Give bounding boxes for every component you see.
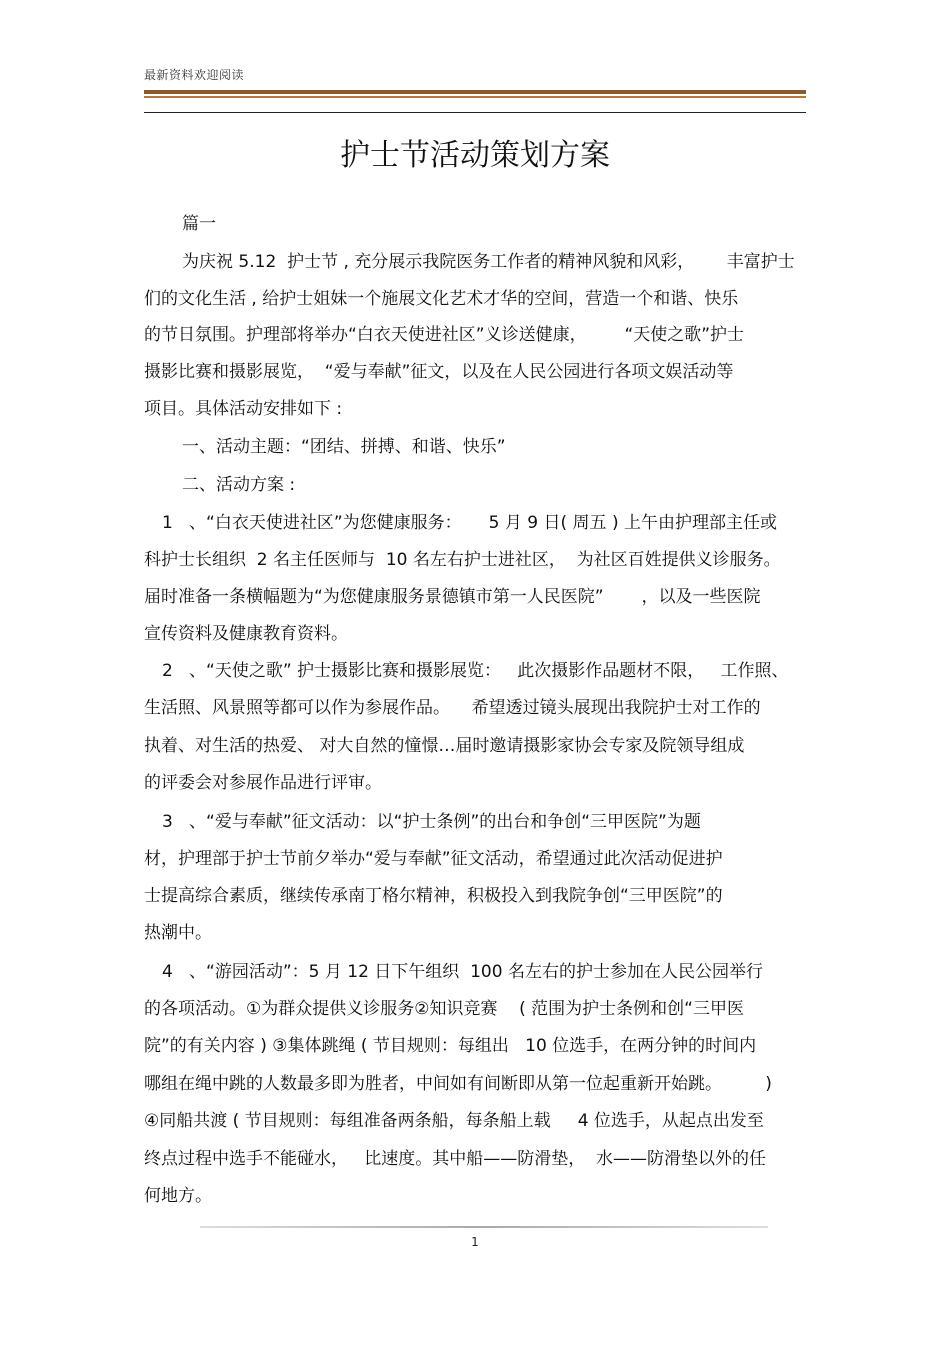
body-line: 届时准备一条横幅题为“为您健康服务景德镇市第一人民医院” ，以及一些医院 [144, 587, 761, 607]
body-line: 宣传资料及健康教育资料。 [144, 624, 348, 644]
header-rule-thick [144, 90, 806, 94]
body-line: 何地方。 [144, 1186, 212, 1206]
body-line: 3 、“爱与奉献”征文活动：以“护士条例”的出台和争创“三甲医院”为题 [162, 812, 701, 832]
body-line: ④同船共渡 ( 节目规则：每组准备两条船，每条船上载 4 位选手，从起点出发至 [144, 1111, 764, 1131]
document-title: 护士节活动策划方案 [340, 138, 610, 173]
body-line: 生活照、风景照等都可以作为参展作品。 希望透过镜头展现出我院护士对工作的 [144, 698, 761, 718]
section-label: 篇一 [182, 214, 216, 234]
footer-rule [200, 1226, 768, 1228]
body-line: 院”的有关内容 ) ③集体跳绳 ( 节目规则：每组出 10 位选手，在两分钟的时间内 [144, 1036, 757, 1056]
body-line: 士提高综合素质，继续传承南丁格尔精神，积极投入到我院争创“三甲医院”的 [144, 886, 723, 906]
body-line: 的节日氛围。护理部将举办“白衣天使进社区”义诊送健康， “天使之歌”护士 [144, 325, 745, 345]
body-line: 材，护理部于护士节前夕举办“爱与奉献”征文活动，希望通过此次活动促进护 [144, 849, 723, 869]
body-line: 终点过程中选手不能碰水， 比速度。其中船——防滑垫， 水——防滑垫以外的任 [144, 1149, 767, 1169]
body-line: 执着、对生活的热爱、 对大自然的憧憬…届时邀请摄影家协会专家及院领导组成 [144, 736, 745, 756]
running-header: 最新资料欢迎阅读 [144, 68, 245, 82]
body-line: 科护士长组织 2 名主任医师与 10 名左右护士进社区， 为社区百姓提供义诊服务。 [144, 550, 781, 570]
body-line: 的各项活动。①为群众提供义诊服务②知识竞赛 ( 范围为护士条例和创“三甲医 [144, 999, 744, 1019]
body-line: 为庆祝 5.12 护士节 , 充分展示我院医务工作者的精神风貌和风彩， 丰富护士 [182, 252, 795, 272]
body-line: 4 、“游园活动”：5 月 12 日下午组织 100 名左右的护士参加在人民公园举行 [162, 962, 763, 982]
body-line: 2 、“天使之歌” 护士摄影比赛和摄影展览： 此次摄影作品题材不限， 工作照、 [162, 661, 789, 681]
body-line: 摄影比赛和摄影展览， “爱与奉献”征文，以及在人民公园进行各项文娱活动等 [144, 362, 734, 382]
body-line: 们的文化生活 , 给护士姐妹一个施展文化艺术才华的空间，营造一个和谐、快乐 [144, 289, 739, 309]
page-number: 1 [471, 1235, 479, 1249]
body-line: 1 、“白衣天使进社区”为您健康服务： 5 月 9 日( 周五 ) 上午由护理部主任或 [162, 513, 777, 533]
body-line: 的评委会对参展作品进行评审。 [144, 773, 382, 793]
body-line: 二、活动方案 : [182, 475, 296, 495]
body-line: 热潮中。 [144, 923, 212, 943]
header-rule-accent [144, 96, 806, 98]
body-line: 一、活动主题：“团结、拼搏、和谐、快乐” [182, 437, 506, 457]
body-line: 项目。具体活动安排如下 : [144, 399, 343, 419]
body-line: 哪组在绳中跳的人数最多即为胜者，中间如有间断即从第一位起重新开始跳。 ) [144, 1074, 772, 1094]
header-rule-thin [144, 112, 806, 113]
